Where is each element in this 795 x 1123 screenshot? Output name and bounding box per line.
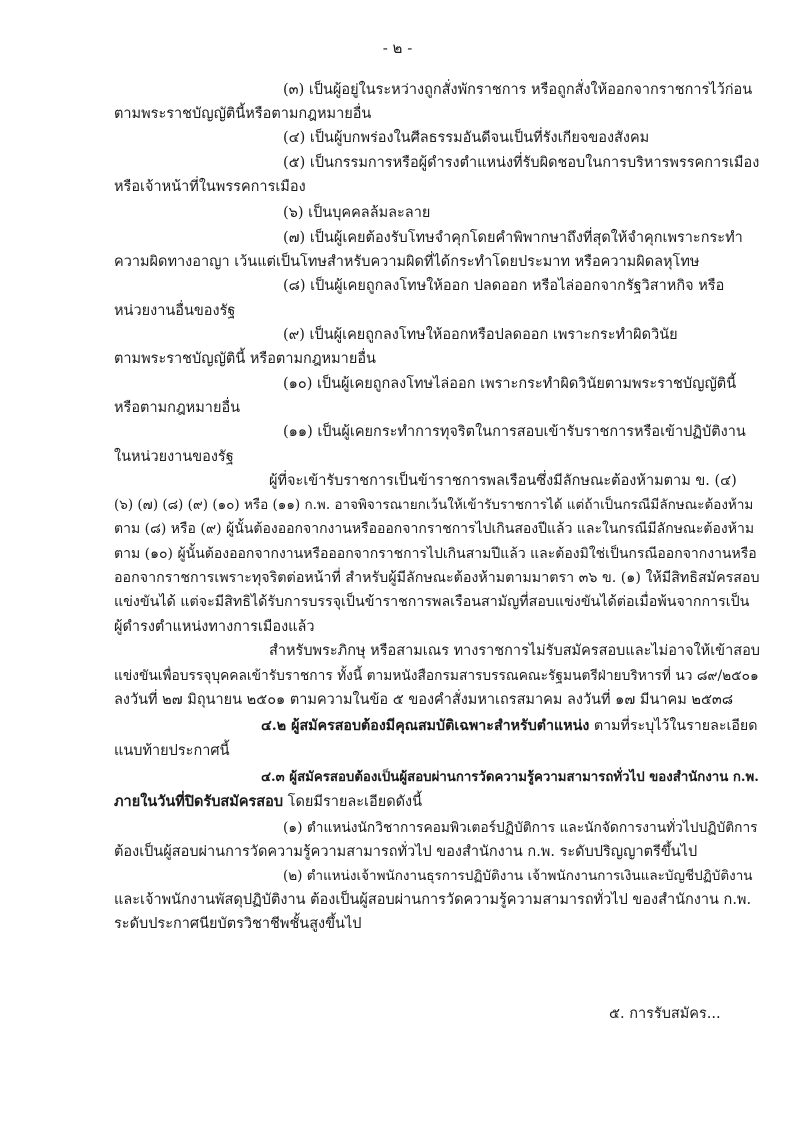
text-line: ตามพระราชบัญญัตินี้ หรือตามกฎหมายอื่น: [114, 351, 376, 367]
section-4-2-text: ตามที่ระบุไว้ในรายละเอียด: [589, 718, 758, 734]
text-line: ต้องเป็นผู้สอบผ่านการวัดความรู้ความสามารถทั่วไป ของสำนักงาน ก.พ. ระดับปริญญาตรีขึ้นไป: [114, 844, 698, 860]
text-line: หน่วยงานอื่นของรัฐ: [114, 303, 236, 319]
text-line: ตาม (๑๐) ผู้นั้นต้องออกจากงานหรือออกจากราชการไปเกินสามปีแล้ว และต้องมิใช่เป็นกรณีออกจากงานหรือ: [114, 546, 757, 562]
qualification-item-7: (๗) เป็นผู้เคยต้องรับโทษจำคุกโดยคำพิพากษาถึงที่สุดให้จำคุกเพราะกระทำ: [283, 230, 743, 246]
text-line: ตามพระราชบัญญัตินี้หรือตามกฎหมายอื่น: [114, 106, 372, 122]
text-line: หรือตามกฎหมายอื่น: [114, 400, 241, 416]
text-line: ผู้ดำรงตำแหน่งทางการเมืองแล้ว: [114, 619, 315, 635]
text-line: ระดับประกาศนียบัตรวิชาชีพชั้นสูงขึ้นไป: [114, 916, 362, 932]
section-4-2: [261, 716, 758, 736]
text-line: ตาม (๘) หรือ (๙) ผู้นั้นต้องออกจากงานหรือออกจากราชการไปเกินสองปีแล้ว และในกรณีมีลักษณะต้องห้าม: [114, 521, 755, 537]
text-line: ในหน่วยงานของรัฐ: [114, 449, 234, 465]
text-line: แข่งขันเพื่อบรรจุบุคคลเข้ารับราชการ ทั้งนี้ ตามหนังสือกรมสารบรรณคณะรัฐมนตรีฝ่ายบริหารที่ นว ๘๙/๒๕๐๑: [114, 668, 759, 684]
qualification-item-8: (๘) เป็นผู้เคยถูกลงโทษให้ออก ปลดออก หรือไล่ออกจากรัฐวิสาหกิจ หรือ: [283, 278, 725, 294]
text-line: ออกจากราชการเพราะทุจริตต่อหน้าที่ สำหรับผู้มีลักษณะต้องห้ามตามมาตรา ๓๖ ข. (๑) ให้มีสิทธิสมัครสอบ: [114, 570, 760, 586]
section-4-2-heading: ๔.๒ ผู้สมัครสอบต้องมีคุณสมบัติเฉพาะสำหรับตำแหน่ง: [261, 718, 590, 734]
qualification-item-10: (๑๐) เป็นผู้เคยถูกลงโทษไล่ออก เพราะกระทำผิดวินัยตามพระราชบัญญัตินี้: [283, 376, 737, 392]
section-4-3-deadline: ภายในวันที่ปิดรับสมัครสอบ: [114, 793, 284, 810]
qualification-item-9: (๙) เป็นผู้เคยถูกลงโทษให้ออกหรือปลดออก เพราะกระทำผิดวินัย: [283, 327, 678, 343]
section-4-3-item-2: (๒) ตำแหน่งเจ้าพนักงานธุรการปฏิบัติงาน เจ้าพนักงานการเงินและบัญชีปฏิบัติงาน: [283, 868, 753, 884]
text-line: ความผิดทางอาญา เว้นแต่เป็นโทษสำหรับความผิดที่ได้กระทำโดยประมาท หรือความผิดลหุโทษ: [114, 254, 700, 270]
qualification-item-11: (๑๑) เป็นผู้เคยกระทำการทุจริตในการสอบเข้ารับราชการหรือเข้าปฏิบัติงาน: [283, 424, 746, 440]
text-line: ลงวันที่ ๒๗ มิถุนายน ๒๕๐๑ ตามความในข้อ ๕ ของคำสั่งมหาเถรสมาคม ลงวันที่ ๑๗ มีนาคม ๒๕๓๘: [114, 692, 734, 708]
section-4-3-line2: [114, 792, 422, 812]
section-4-3-text: โดยมีรายละเอียดดังนี้: [283, 794, 423, 810]
text-line: (๖) (๗) (๘) (๙) (๑๐) หรือ (๑๑) ก.พ. อาจพิจารณายกเว้นให้เข้ารับราชการได้ แต่ถ้าเป็นกรณีมีลักษณะต้องห้าม: [114, 497, 754, 513]
qualification-item-4: (๔) เป็นผู้บกพร่องในศีลธรรมอันดีจนเป็นที่รังเกียจของสังคม: [283, 130, 650, 146]
monk-paragraph-start: สำหรับพระภิกษุ หรือสามเณร ทางราชการไม่รับสมัครสอบและไม่อาจให้เข้าสอบ: [269, 643, 760, 659]
text-line: หรือเจ้าหน้าที่ในพรรคการเมือง: [114, 179, 306, 195]
page-number: - ๒ -: [382, 39, 413, 57]
qualification-item-5: (๕) เป็นกรรมการหรือผู้ดำรงตำแหน่งที่รับผิดชอบในการบริหารพรรคการเมือง: [283, 155, 760, 171]
exemption-paragraph-start: ผู้ที่จะเข้ารับราชการเป็นข้าราชการพลเรือนซึ่งมีลักษณะต้องห้ามตาม ข. (๔): [269, 473, 737, 489]
text-line: และเจ้าพนักงานพัสดุปฏิบัติงาน ต้องเป็นผู้สอบผ่านการวัดความรู้ความสามารถทั่วไป ของสำนักงาน ก.พ.: [114, 892, 752, 908]
continuation-footer: ๕. การรับสมัคร...: [609, 1006, 721, 1022]
text-line: แข่งขันได้ แต่จะมีสิทธิได้รับการบรรจุเป็นข้าราชการพลเรือนสามัญที่สอบแข่งขันได้ต่อเมื่อพ้นจากการเป็น: [114, 594, 750, 610]
section-4-3-heading: ๔.๓ ผู้สมัครสอบต้องเป็นผู้สอบผ่านการวัดความรู้ความสามารถทั่วไป ของสำนักงาน ก.พ.: [261, 770, 759, 785]
section-4-3-item-1: (๑) ตำแหน่งนักวิชาการคอมพิวเตอร์ปฏิบัติการ และนักจัดการงานทั่วไปปฏิบัติการ: [283, 820, 758, 836]
qualification-item-3: (๓) เป็นผู้อยู่ในระหว่างถูกสั่งพักราชการ หรือถูกสั่งให้ออกจากราชการไว้ก่อน: [283, 82, 753, 98]
qualification-item-6: (๖) เป็นบุคคลล้มละลาย: [283, 205, 431, 221]
text-line: แนบท้ายประกาศนี้: [114, 743, 230, 759]
